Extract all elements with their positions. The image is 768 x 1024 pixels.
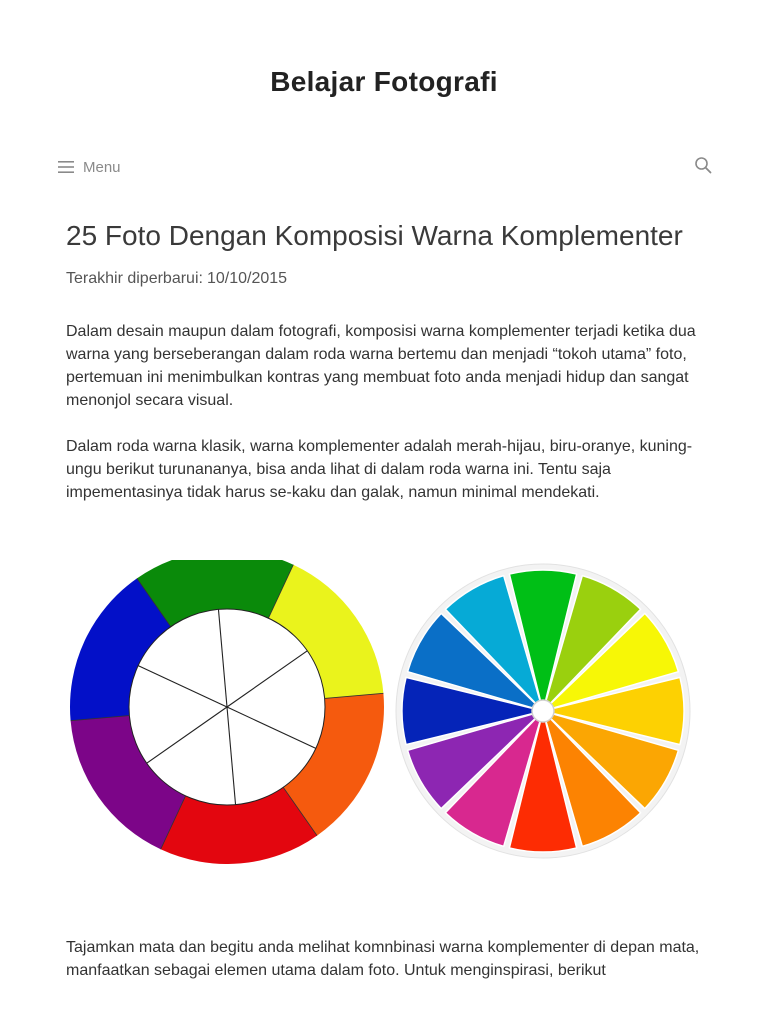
menu-button[interactable]: [58, 154, 121, 180]
article-paragraph: Tajamkan mata dan begitu anda melihat komnbinasi warna komplementer di depan mata, manfaatkan sebagai elemen utama dalam foto. Untuk menginspirasi, berikut: [66, 939, 700, 979]
last-updated-date: 10/10/2015: [206, 270, 288, 287]
search-button[interactable]: [694, 156, 714, 176]
article-title: 25 Foto Dengan Komposisi Warna Komplementer: [66, 220, 683, 251]
color-wheel-figure: [66, 560, 706, 864]
search-icon: [694, 156, 712, 174]
site-title[interactable]: Belajar Fotografi: [270, 66, 498, 97]
last-updated-label: Terakhir diperbarui:: [66, 270, 203, 287]
main-navigation: [58, 154, 714, 180]
article-paragraph: Dalam roda warna klasik, warna komplementer adalah merah-hijau, biru-oranye, kuning-ungu berikut turunananya, bisa anda lihat di dalam roda warna ini. Tentu saja impementasinya tidak harus se-kaku dan galak, namun minimal mendekati.: [66, 438, 693, 501]
color-wheel-classic: [70, 560, 384, 864]
wheel-hub: [532, 700, 554, 722]
color-wheel-12: [396, 564, 690, 858]
hamburger-icon: [58, 161, 74, 173]
article-paragraph: Dalam desain maupun dalam fotografi, komposisi warna komplementer terjadi ketika dua warna yang berseberangan dalam roda warna bertemu dan menjadi “tokoh utama” foto, pertemuan ini menimbulkan kontras yang membuat foto anda menjadi hidup dan sangat menonjol secara visual.: [66, 323, 696, 409]
menu-label: Menu: [83, 158, 121, 176]
last-updated: [66, 270, 706, 288]
article: [66, 220, 706, 504]
